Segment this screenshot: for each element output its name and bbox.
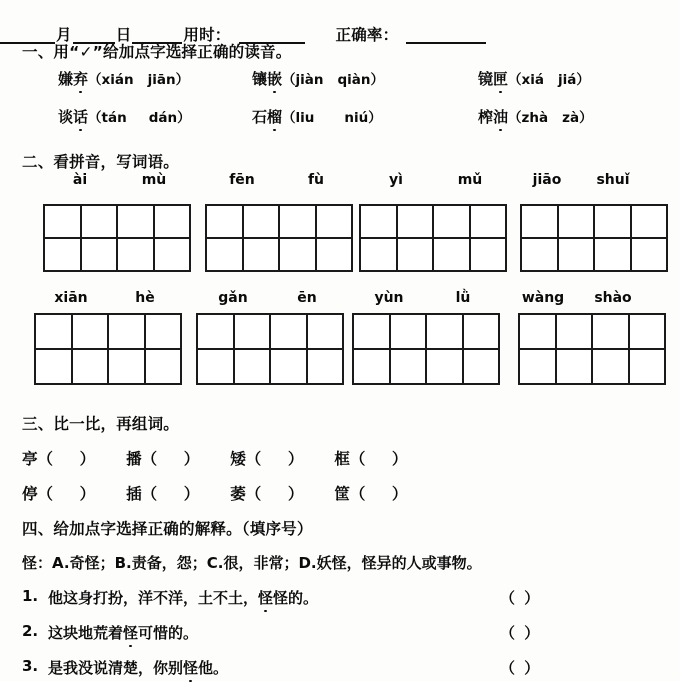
grid-cell[interactable] bbox=[82, 206, 119, 239]
q1-pinyin-5a[interactable]: liu bbox=[295, 110, 315, 126]
grid-cell[interactable] bbox=[155, 206, 192, 239]
q2-grid-r2-g4[interactable] bbox=[518, 313, 666, 385]
grid-cell[interactable] bbox=[522, 206, 559, 239]
grid-cell[interactable] bbox=[271, 315, 308, 350]
grid-cell[interactable] bbox=[471, 239, 508, 272]
grid-cell[interactable] bbox=[36, 315, 73, 350]
grid-cell[interactable] bbox=[155, 239, 192, 272]
q1-word-5-pre: 石 bbox=[252, 108, 268, 126]
q3-char-2: 播 bbox=[126, 450, 142, 468]
grid-cell[interactable] bbox=[36, 350, 73, 385]
q1-item-1[interactable]: 嫌弃（xián jiān） bbox=[58, 70, 190, 88]
grid-cell[interactable] bbox=[146, 315, 183, 350]
q3-row-1[interactable] bbox=[22, 447, 408, 469]
section-1-heading: 一、用“✓”给加点字选择正确的读音。 bbox=[22, 43, 292, 61]
grid-cell[interactable] bbox=[244, 206, 281, 239]
q4-item-2-dot-char: 怪 bbox=[123, 624, 139, 642]
q4-item-1-text-after: 怪的。 bbox=[273, 589, 319, 607]
month-label-text: 月 bbox=[56, 25, 72, 44]
grid-cell[interactable] bbox=[354, 315, 391, 350]
q3-blank-2[interactable]: （ ） bbox=[141, 450, 201, 468]
q1-pinyin-3a[interactable]: xiá bbox=[521, 72, 544, 88]
q3-blank-5[interactable]: （ ） bbox=[37, 485, 97, 503]
q2-pinyin-r1g1b: mù bbox=[141, 172, 167, 188]
q1-word-6-pre: 榨 bbox=[478, 108, 494, 126]
q1-item-6[interactable]: 榨油（zhà zà） bbox=[478, 108, 593, 126]
q2-grid-r2-g1[interactable] bbox=[34, 313, 182, 385]
grid-cell[interactable] bbox=[464, 350, 501, 385]
q1-word-3-dot: 匣 bbox=[493, 70, 509, 88]
grid-cell[interactable] bbox=[557, 315, 594, 350]
q4-item-3-dot-char: 怪 bbox=[183, 659, 199, 677]
q1-pinyin-1a[interactable]: xián bbox=[101, 72, 134, 88]
grid-cell[interactable] bbox=[391, 315, 428, 350]
grid-cell[interactable] bbox=[317, 239, 354, 272]
q1-word-2-dot: 嵌 bbox=[267, 70, 283, 88]
q1-word-5-dot: 榴 bbox=[267, 108, 283, 126]
q4-item-1-answer[interactable]: （ ） bbox=[500, 589, 542, 607]
grid-cell[interactable] bbox=[308, 350, 345, 385]
q3-char-1: 亭 bbox=[22, 450, 38, 468]
q1-item-5[interactable]: 石榴（liu niú） bbox=[252, 108, 382, 126]
grid-cell[interactable] bbox=[630, 350, 667, 385]
grid-cell[interactable] bbox=[308, 315, 345, 350]
grid-cell[interactable] bbox=[244, 239, 281, 272]
grid-cell[interactable] bbox=[118, 239, 155, 272]
grid-cell[interactable] bbox=[398, 206, 435, 239]
grid-cell[interactable] bbox=[45, 206, 82, 239]
grid-cell[interactable] bbox=[280, 239, 317, 272]
grid-cell[interactable] bbox=[207, 206, 244, 239]
grid-cell[interactable] bbox=[73, 315, 110, 350]
grid-cell[interactable] bbox=[82, 239, 119, 272]
grid-cell[interactable] bbox=[109, 350, 146, 385]
grid-cell[interactable] bbox=[118, 206, 155, 239]
grid-cell[interactable] bbox=[557, 350, 594, 385]
q1-word-1-dot: 弃 bbox=[73, 70, 89, 88]
q4-item-3-text-after: 他。 bbox=[198, 659, 229, 677]
q1-pinyin-6a[interactable]: zhà bbox=[521, 110, 549, 126]
q2-grid-r2-g2[interactable] bbox=[196, 313, 344, 385]
q2-grid-r2-g3[interactable] bbox=[352, 313, 500, 385]
q1-item-2[interactable]: 镶嵌（jiàn qiàn） bbox=[252, 70, 385, 88]
q4-item-1-text-before: 他这身打扮，洋不洋，土不土， bbox=[48, 589, 259, 607]
q2-pinyin-r2g1a: xiān bbox=[54, 290, 88, 306]
q1-pinyin-2a[interactable]: jiàn bbox=[295, 72, 324, 88]
q4-item-3-index: 3. bbox=[22, 657, 39, 675]
grid-cell[interactable] bbox=[361, 206, 398, 239]
q4-definition-line bbox=[22, 552, 482, 573]
q2-pinyin-r2g1b: hè bbox=[135, 290, 155, 306]
q1-pinyin-2b[interactable]: qiàn bbox=[337, 72, 371, 88]
q3-blank-4[interactable]: （ ） bbox=[349, 450, 409, 468]
q2-pinyin-r2g2a: gǎn bbox=[218, 290, 248, 306]
grid-cell[interactable] bbox=[632, 239, 669, 272]
grid-cell[interactable] bbox=[73, 350, 110, 385]
q2-pinyin-r1g3b: mǔ bbox=[457, 172, 483, 188]
grid-cell[interactable] bbox=[559, 206, 596, 239]
grid-cell[interactable] bbox=[520, 315, 557, 350]
q2-pinyin-r2g3b: lǜ bbox=[455, 290, 471, 306]
accuracy-blank[interactable] bbox=[406, 25, 486, 44]
grid-cell[interactable] bbox=[354, 350, 391, 385]
q3-blank-7[interactable]: （ ） bbox=[245, 485, 305, 503]
accuracy-label-text: 正确率： bbox=[335, 25, 399, 44]
grid-cell[interactable] bbox=[317, 206, 354, 239]
grid-cell[interactable] bbox=[398, 239, 435, 272]
q4-definition-body: A.奇怪；B.责备，怨；C.很，非常；D.妖怪，怪异的人或事物。 bbox=[52, 554, 482, 572]
grid-cell[interactable] bbox=[361, 239, 398, 272]
day-label-text: 日 bbox=[115, 25, 132, 44]
grid-cell[interactable] bbox=[391, 350, 428, 385]
q2-pinyin-r1g4a: jiāo bbox=[532, 172, 562, 188]
q1-word-4-dot: 话 bbox=[73, 108, 89, 126]
q2-pinyin-r1g2a: fēn bbox=[229, 172, 255, 188]
q1-word-1-pre: 嫌 bbox=[58, 70, 74, 88]
time-label-text: 用时： bbox=[183, 25, 231, 44]
q2-pinyin-r1g2b: fù bbox=[307, 172, 325, 188]
q4-item-1-index: 1. bbox=[22, 587, 39, 605]
q4-item-2-index: 2. bbox=[22, 622, 39, 640]
q4-item-3-answer[interactable]: （ ） bbox=[500, 659, 542, 677]
q4-item-1-dot-char: 怪 bbox=[258, 589, 274, 607]
grid-cell[interactable] bbox=[464, 315, 501, 350]
section-4-heading: 四、给加点字选择正确的解释。（填序号） bbox=[22, 520, 313, 538]
grid-cell[interactable] bbox=[434, 206, 471, 239]
grid-cell[interactable] bbox=[632, 206, 669, 239]
section-3-heading: 三、比一比，再组词。 bbox=[22, 415, 180, 433]
grid-cell[interactable] bbox=[235, 350, 272, 385]
q2-pinyin-r2g2b: ēn bbox=[297, 290, 317, 306]
grid-cell[interactable] bbox=[522, 239, 559, 272]
q3-char-8: 筐 bbox=[334, 485, 350, 503]
grid-cell[interactable] bbox=[434, 239, 471, 272]
grid-cell[interactable] bbox=[593, 350, 630, 385]
grid-cell[interactable] bbox=[427, 350, 464, 385]
grid-cell[interactable] bbox=[198, 350, 235, 385]
grid-cell[interactable] bbox=[595, 206, 632, 239]
q4-item-2[interactable] bbox=[22, 622, 662, 643]
grid-cell[interactable] bbox=[198, 315, 235, 350]
q4-item-3[interactable] bbox=[22, 657, 662, 678]
q2-grid-r1-g4[interactable] bbox=[520, 204, 668, 272]
q1-pinyin-4a[interactable]: tán bbox=[101, 110, 127, 126]
q1-item-4[interactable]: 谈话（tán dán） bbox=[58, 108, 191, 126]
q1-pinyin-1b[interactable]: jiān bbox=[147, 72, 176, 88]
q3-char-3: 矮 bbox=[230, 450, 246, 468]
q2-pinyin-r2g4a: wàng bbox=[521, 290, 565, 306]
grid-cell[interactable] bbox=[109, 315, 146, 350]
q1-pinyin-6b[interactable]: zà bbox=[562, 110, 580, 126]
grid-cell[interactable] bbox=[520, 350, 557, 385]
grid-cell[interactable] bbox=[207, 239, 244, 272]
q4-item-3-text-before: 是我没说清楚，你别 bbox=[48, 659, 184, 677]
q1-pinyin-3b[interactable]: jiá bbox=[557, 72, 577, 88]
q4-item-2-text-after: 可惜的。 bbox=[138, 624, 199, 642]
q1-word-6-dot: 油 bbox=[493, 108, 509, 126]
grid-cell[interactable] bbox=[559, 239, 596, 272]
q4-definition-head: 怪： bbox=[22, 554, 53, 572]
q1-item-3[interactable]: 镜匣（xiá jiá） bbox=[478, 70, 590, 88]
q3-blank-8[interactable]: （ ） bbox=[349, 485, 409, 503]
q2-pinyin-r2g4b: shào bbox=[594, 290, 632, 306]
q4-item-1[interactable] bbox=[22, 587, 662, 608]
q1-word-2-pre: 镶 bbox=[252, 70, 268, 88]
grid-cell[interactable] bbox=[593, 315, 630, 350]
q2-grid-r1-g2[interactable] bbox=[205, 204, 353, 272]
q3-char-5: 停 bbox=[22, 485, 38, 503]
q3-blank-6[interactable]: （ ） bbox=[141, 485, 201, 503]
q4-item-2-answer[interactable]: （ ） bbox=[500, 624, 542, 642]
grid-cell[interactable] bbox=[630, 315, 667, 350]
grid-cell[interactable] bbox=[427, 315, 464, 350]
grid-cell[interactable] bbox=[45, 239, 82, 272]
grid-cell[interactable] bbox=[595, 239, 632, 272]
q1-pinyin-5b[interactable]: niú bbox=[344, 110, 369, 126]
grid-cell[interactable] bbox=[271, 350, 308, 385]
grid-cell[interactable] bbox=[235, 315, 272, 350]
q2-pinyin-r1g3a: yì bbox=[389, 172, 403, 188]
q1-pinyin-4b[interactable]: dán bbox=[148, 110, 178, 126]
grid-cell[interactable] bbox=[146, 350, 183, 385]
grid-cell[interactable] bbox=[280, 206, 317, 239]
q3-row-2[interactable] bbox=[22, 482, 408, 504]
q2-grid-r1-g1[interactable] bbox=[43, 204, 191, 272]
section-2-heading: 二、看拼音，写词语。 bbox=[22, 153, 180, 171]
q3-blank-1[interactable]: （ ） bbox=[37, 450, 97, 468]
q3-char-4: 框 bbox=[334, 450, 350, 468]
q2-pinyin-r2g3a: yùn bbox=[374, 290, 404, 306]
q2-grid-r1-g3[interactable] bbox=[359, 204, 507, 272]
grid-cell[interactable] bbox=[471, 206, 508, 239]
q4-item-2-text-before: 这块地荒着 bbox=[48, 624, 124, 642]
q3-char-6: 插 bbox=[126, 485, 142, 503]
q3-char-7: 萎 bbox=[230, 485, 246, 503]
q3-blank-3[interactable]: （ ） bbox=[245, 450, 305, 468]
q1-word-4-pre: 谈 bbox=[58, 108, 74, 126]
q2-pinyin-r1g1a: ài bbox=[72, 172, 88, 188]
q2-pinyin-r1g4b: shuǐ bbox=[596, 172, 630, 188]
q1-word-3-pre: 镜 bbox=[478, 70, 494, 88]
